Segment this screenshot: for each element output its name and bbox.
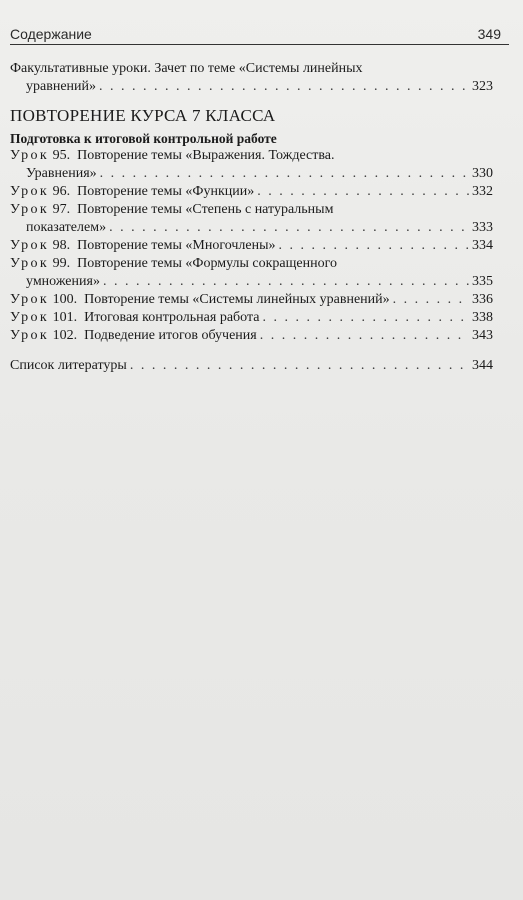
toc-entry-lesson-97 <box>10 201 493 237</box>
table-of-contents <box>10 60 493 375</box>
dot-leader <box>393 291 469 309</box>
toc-entry-lesson-96 <box>10 183 493 201</box>
lesson-title: Подведение итогов обучения <box>84 328 257 343</box>
toc-entry-intro <box>10 60 493 96</box>
lesson-label: Урок <box>10 238 50 253</box>
lesson-number: 96. <box>52 184 71 199</box>
lesson-page: 343 <box>472 328 493 343</box>
lesson-title: Повторение темы «Выражения. Тождества. <box>77 148 335 163</box>
lesson-title: Повторение темы «Функции» <box>77 184 255 199</box>
lesson-label: Урок <box>10 256 50 271</box>
lesson-number: 99. <box>52 256 71 271</box>
toc-entry-text-cont: уравнений» <box>26 79 97 94</box>
lesson-page: 334 <box>472 238 493 253</box>
lesson-number: 97. <box>52 202 71 217</box>
section-title: ПОВТОРЕНИЕ КУРСА 7 КЛАССА <box>10 106 276 125</box>
dot-leader <box>109 219 469 237</box>
dot-leader <box>99 78 469 96</box>
lesson-label: Урок <box>10 328 50 343</box>
toc-entry-lesson-99 <box>10 255 493 291</box>
dot-leader <box>103 273 469 291</box>
lesson-number: 102. <box>52 328 78 343</box>
dot-leader <box>130 357 469 375</box>
lesson-title: Повторение темы «Степень с натуральным <box>77 202 334 217</box>
lesson-title-cont: умножения» <box>26 274 100 289</box>
lesson-page: 336 <box>472 292 493 307</box>
lesson-page: 332 <box>472 184 493 199</box>
lesson-page: 338 <box>472 310 493 325</box>
dot-leader <box>279 237 469 255</box>
page-number: 349 <box>477 26 501 42</box>
lesson-title-cont: Уравнения» <box>26 166 97 181</box>
subsection-title: Подготовка к итоговой контрольной работе <box>10 131 277 146</box>
running-head-title: Содержание <box>10 26 92 42</box>
lesson-number: 101. <box>52 310 78 325</box>
toc-entry-lesson-101 <box>10 309 493 327</box>
toc-entry-lesson-95 <box>10 147 493 183</box>
lesson-label: Урок <box>10 148 50 163</box>
lesson-page: 330 <box>472 166 493 181</box>
lesson-page: 335 <box>472 274 493 289</box>
dot-leader <box>100 165 469 183</box>
toc-entry-lesson-102 <box>10 327 493 345</box>
toc-entry-literature <box>10 357 493 375</box>
lesson-number: 100. <box>52 292 78 307</box>
lesson-page: 333 <box>472 220 493 235</box>
lesson-number: 98. <box>52 238 71 253</box>
literature-label: Список литературы <box>10 358 127 373</box>
toc-entry-lesson-98 <box>10 237 493 255</box>
lesson-title: Повторение темы «Системы линейных уравнений» <box>84 292 390 307</box>
toc-entry-page: 323 <box>472 79 493 94</box>
dot-leader <box>257 183 469 201</box>
lesson-title: Повторение темы «Многочлены» <box>77 238 276 253</box>
lesson-title: Повторение темы «Формулы сокращенного <box>77 256 337 271</box>
header-rule <box>10 44 509 45</box>
toc-entry-text: Факультативные уроки. Зачет по теме «Системы линейных <box>10 61 363 76</box>
toc-entry-lesson-100 <box>10 291 493 309</box>
dot-leader <box>262 309 469 327</box>
lesson-label: Урок <box>10 292 50 307</box>
literature-page: 344 <box>472 358 493 373</box>
lesson-label: Урок <box>10 310 50 325</box>
lesson-label: Урок <box>10 202 50 217</box>
lesson-title: Итоговая контрольная работа <box>84 310 260 325</box>
dot-leader <box>260 327 469 345</box>
running-head <box>10 26 501 42</box>
lesson-number: 95. <box>52 148 71 163</box>
lesson-title-cont: показателем» <box>26 220 107 235</box>
lesson-label: Урок <box>10 184 50 199</box>
